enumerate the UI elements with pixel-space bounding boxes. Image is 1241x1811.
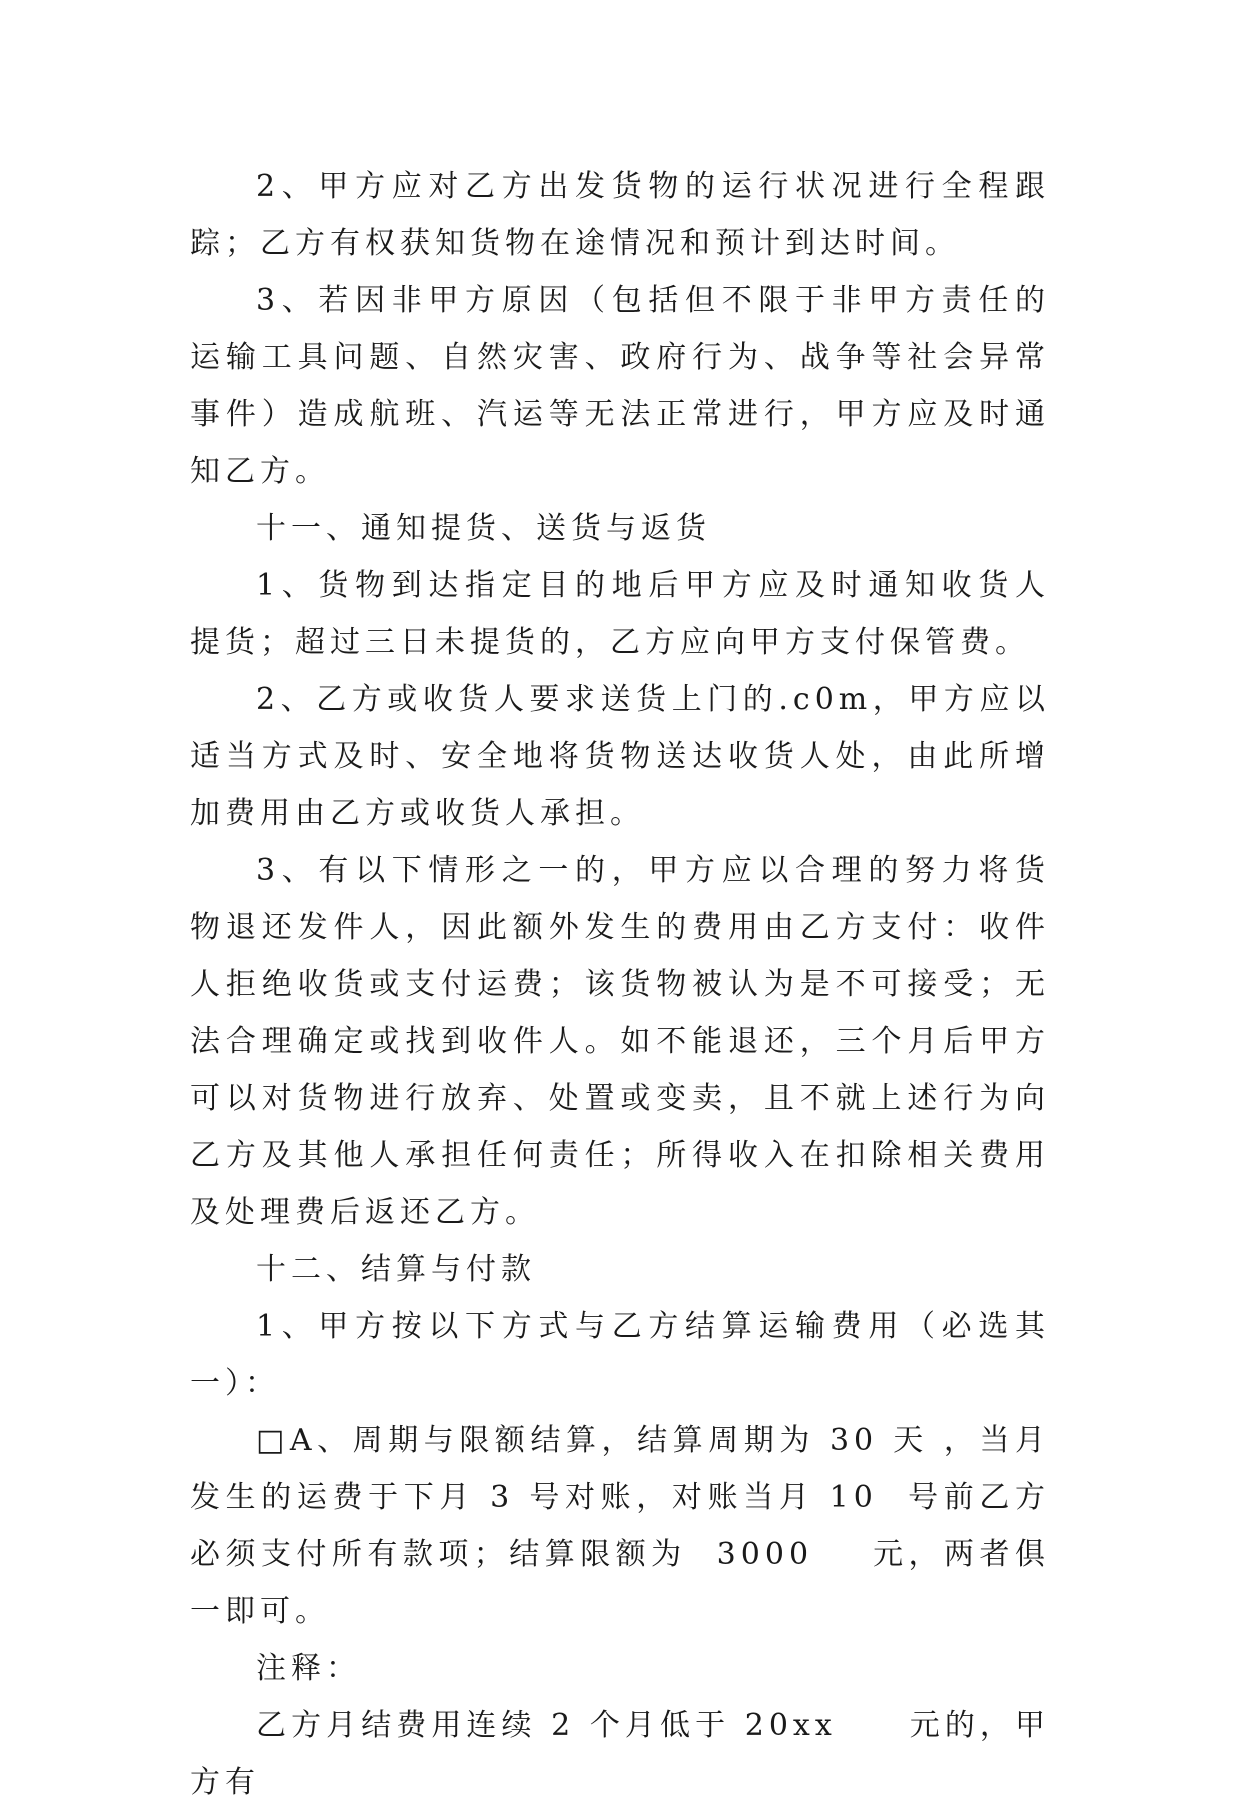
section-heading-settlement: 十二、结算与付款 (256, 1252, 536, 1287)
paragraph-option-a: □A、周期与限额结算，结算周期为 30 天 ，当月发生的运费于下月 3 号对账，对账当月 10 号前乙方必须支付所有款项；结算限额为 3000 元，两者俱一即可。 (190, 1423, 1050, 1629)
paragraph-return-goods: 3、有以下情形之一的，甲方应以合理的努力将货物退还发件人，因此额外发生的费用由乙方支付：收件人拒绝收货或支付运费；该货物被认为是不可接受；无法合理确定或找到收件人。如不能退还，三个月后甲方可以对货物进行放弃、处置或变卖，且不就上述行为向乙方及其他人承担任何责任；所得收入在扣除相关费用及处理费后返还乙方。 (190, 853, 1050, 1230)
paragraph-note: 乙方月结费用连续 2 个月低于 20xx 元的，甲方有 (190, 1708, 1050, 1800)
document-body (190, 158, 1050, 1811)
note-heading: 注释： (256, 1651, 361, 1686)
paragraph-pickup-notice: 1、货物到达指定目的地后甲方应及时通知收货人提货；超过三日未提货的，乙方应向甲方支付保管费。 (190, 568, 1050, 660)
paragraph-force-majeure: 3、若因非甲方原因（包括但不限于非甲方责任的运输工具问题、自然灾害、政府行为、战争等社会异常事件）造成航班、汽运等无法正常进行，甲方应及时通知乙方。 (190, 283, 1050, 489)
paragraph-tracking: 2、甲方应对乙方出发货物的运行状况进行全程跟踪；乙方有权获知货物在途情况和预计到达时间。 (190, 169, 1050, 261)
paragraph-door-delivery: 2、乙方或收货人要求送货上门的.c0m，甲方应以适当方式及时、安全地将货物送达收货人处，由此所增加费用由乙方或收货人承担。 (190, 682, 1050, 831)
section-heading-delivery: 十一、通知提货、送货与返货 (256, 511, 711, 546)
paragraph-settlement-method: 1、甲方按以下方式与乙方结算运输费用（必选其一）： (190, 1309, 1050, 1401)
